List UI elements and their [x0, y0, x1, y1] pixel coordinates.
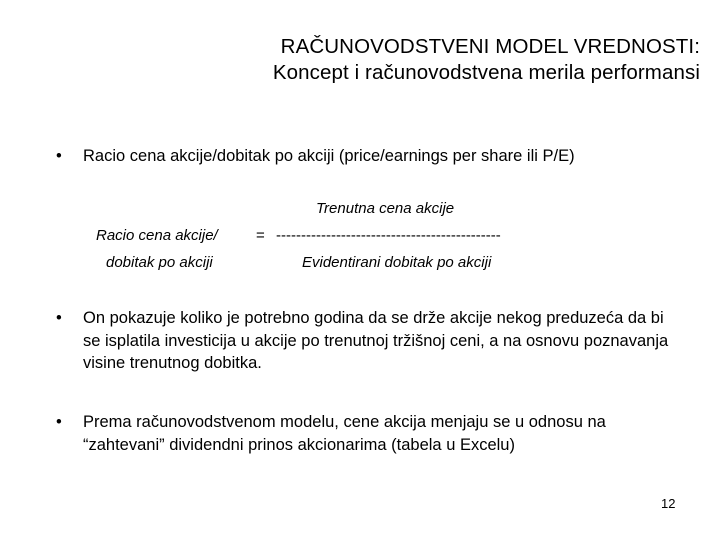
formula-lhs-line-2: dobitak po akciji [106, 254, 213, 271]
bullet-dot-icon: • [56, 309, 62, 327]
formula-denominator: Evidentirani dobitak po akciji [302, 254, 492, 271]
bullet-item-accounting-model [56, 411, 676, 456]
bullet-text: On pokazuje koliko je potrebno godina da se drže akcije nekog preduzeća da bi se isplatila investicija u akcije po trenutnoj tržišnoj ceni, a na osnovu poznavanja visine trenutnog dobitka. [83, 309, 669, 372]
bullet-text: Prema računovodstvenom modelu, cene akcija menjaju se u odnosu na “zahtevani” dividendni prinos akcionarima (tabela u Excelu) [83, 413, 606, 454]
formula-numerator: Trenutna cena akcije [316, 200, 455, 217]
slide-title-line-2: Koncept i računovodstvena merila performansi [272, 61, 700, 84]
formula-fraction-line: --------------------------------------------- [276, 227, 501, 244]
bullet-text: Racio cena akcije/dobitak po akciji (price/earnings per share ili P/E) [83, 147, 575, 165]
page-number: 12 [661, 496, 676, 511]
bullet-item-explanation [56, 307, 676, 375]
slide-title-line-1: RAČUNOVODSTVENI MODEL VREDNOSTI: [280, 35, 700, 58]
formula-equals-sign: = [256, 227, 265, 244]
bullet-dot-icon: • [56, 413, 62, 431]
bullet-dot-icon: • [56, 147, 62, 165]
formula-lhs-line-1: Racio cena akcije/ [96, 227, 218, 244]
